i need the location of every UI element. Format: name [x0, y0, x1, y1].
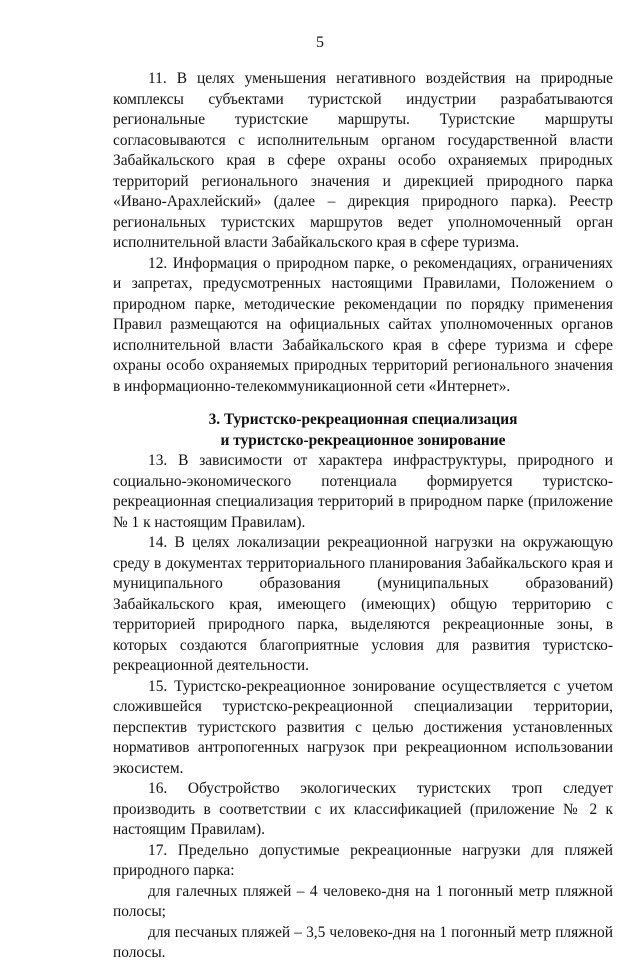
section-heading-line1: 3. Туристско-рекреационная специализация — [208, 411, 518, 428]
page-number: 5 — [316, 34, 324, 51]
paragraph-15: 15. Туристско-рекреационное зонирование осуществляется с учетом сложившейся туристско-рекреационной специализации территории, перспектив туристского развития с целью достижения установленных нормативов антропогенных нагрузок при рекреационном использовании экосистем. — [113, 677, 613, 777]
paragraph-17-sand-beaches: для песчаных пляжей – 3,5 человеко-дня на 1 погонный метр пляжной полосы. — [113, 923, 613, 961]
paragraph-11: 11. В целях уменьшения негативного воздействия на природные комплексы субъектами туристской индустрии разрабатываются региональные туристские маршруты. Туристские маршруты согласовываются с исполнительным органом государственной власти Забайкальского края в сфере охраны особо охраняемых природных территорий регионального значения и дирекцией природного парка «Ивано-Арахлейский» (далее – дирекция природного парка). Реестр региональных туристских маршрутов ведет уполномоченный орган исполнительной власти Забайкальского края в сфере туризма. — [113, 70, 613, 251]
paragraph-16: 16. Обустройство экологических туристских троп следует производить в соответствии с их классификацией (приложение № 2 к настоящим Правилам). — [113, 780, 613, 838]
section-heading-line2: и туристско-рекреационное зонирование — [220, 431, 506, 449]
paragraph-17-pebble-beaches: для галечных пляжей – 4 человеко-дня на 1 погонный метр пляжной полосы; — [113, 882, 613, 920]
document-body — [113, 69, 613, 964]
paragraph-13: 13. В зависимости от характера инфраструктуры, природного и социально-экономического потенциала формируется туристско-рекреационная специализация территорий в природном парке (приложение № 1 к настоящим Правилам). — [113, 452, 613, 531]
paragraph-12: 12. Информация о природном парке, о рекомендациях, ограничениях и запретах, предусмотренных настоящими Правилами, Положением о природном парке, методические рекомендации по порядку применения Правил размещаются на официальных сайтах уполномоченных органов исполнительной власти Забайкальского края в сфере туризма и сфере охраны особо охраняемых природных территорий регионального значения в информационно-телекоммуникационной сети «Интернет». — [113, 254, 613, 395]
paragraph-17: 17. Предельно допустимые рекреационные нагрузки для пляжей природного парка: — [113, 841, 613, 879]
paragraph-14: 14. В целях локализации рекреационной нагрузки на окружающую среду в документах территориального планирования Забайкальского края и муниципального образования (муниципальных образований) Забайкальского края, имеющего (имеющих) общую территорию с территорией природного парка, выделяются рекреационные зоны, в которых создаются благоприятные условия для развития туристско-рекреационной деятельности. — [113, 534, 613, 674]
section-heading — [113, 410, 613, 451]
